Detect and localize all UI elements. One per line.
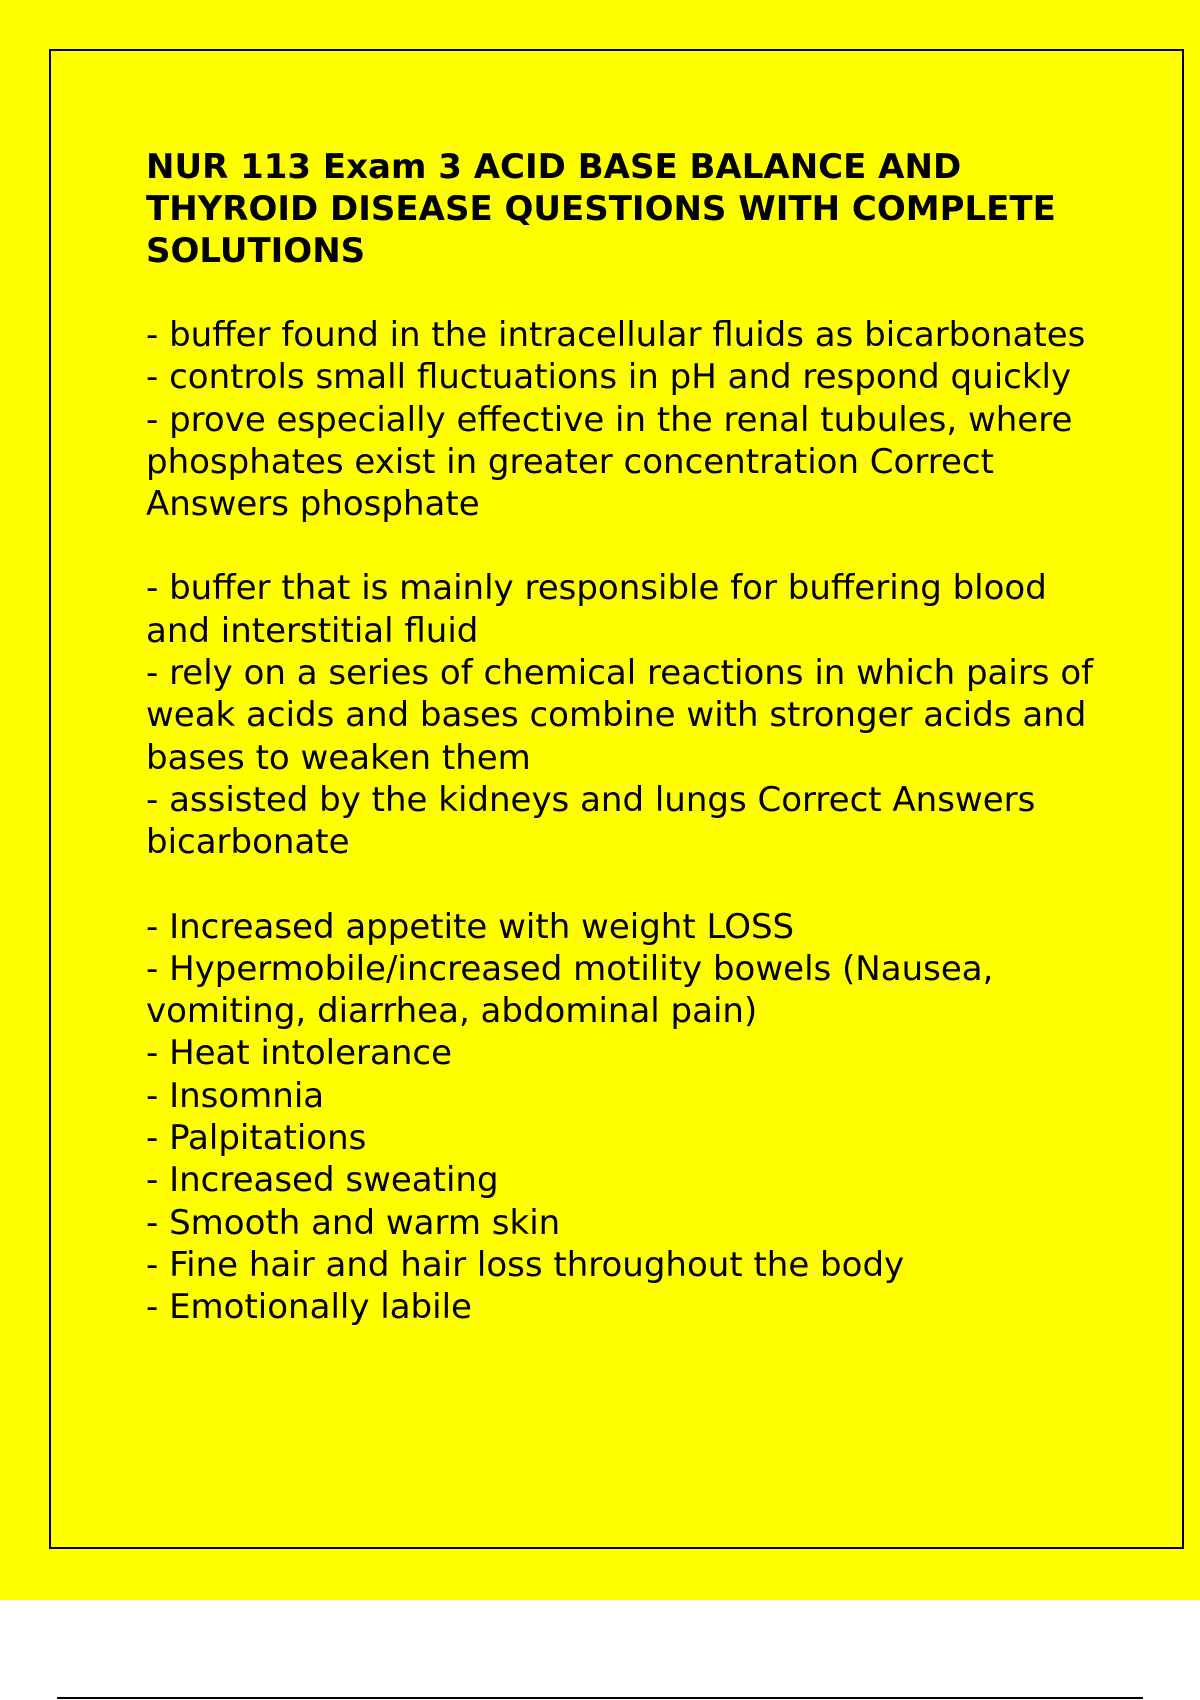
question-line: - assisted by the kidneys and lungs Correct Answers bicarbonate bbox=[146, 779, 1036, 863]
question-line: - prove especially effective in the renal tubules, where phosphates exist in greater concentration Correct Answers phosphate bbox=[146, 399, 1073, 525]
footer-divider bbox=[57, 1697, 1143, 1699]
question-line: - buffer found in the intracellular fluids as bicarbonates bbox=[146, 315, 1086, 355]
symptom-line: - Palpitations bbox=[146, 1118, 367, 1159]
question-line: - controls small fluctuations in pH and respond quickly bbox=[146, 357, 1072, 398]
question-line: - buffer that is mainly responsible for buffering blood and interstitial fluid bbox=[146, 568, 1047, 651]
question-line: - rely on a series of chemical reactions in which pairs of weak acids and bases combine with stronger acids and bases to weaken them bbox=[146, 653, 1094, 778]
symptom-line: - Smooth and warm skin bbox=[146, 1202, 561, 1243]
question-block-2 bbox=[146, 567, 1106, 863]
symptom-line: - Emotionally labile bbox=[146, 1287, 472, 1328]
document-content bbox=[146, 146, 1106, 1371]
symptom-line: - Increased appetite with weight LOSS bbox=[146, 906, 795, 947]
question-block-1 bbox=[146, 314, 1106, 525]
symptom-line: - Increased sweating bbox=[146, 1160, 499, 1201]
symptom-line: - Insomnia bbox=[146, 1075, 325, 1116]
question-block-3 bbox=[146, 906, 1106, 1329]
symptom-line: - Heat intolerance bbox=[146, 1033, 452, 1074]
symptom-line: - Hypermobile/increased motility bowels (Nausea, vomiting, diarrhea, abdominal pain) bbox=[146, 948, 994, 1032]
symptom-line: - Fine hair and hair loss throughout the body bbox=[146, 1244, 905, 1285]
document-title: NUR 113 Exam 3 ACID BASE BALANCE AND THYROID DISEASE QUESTIONS WITH COMPLETE SOLUTIONS bbox=[146, 147, 1056, 271]
